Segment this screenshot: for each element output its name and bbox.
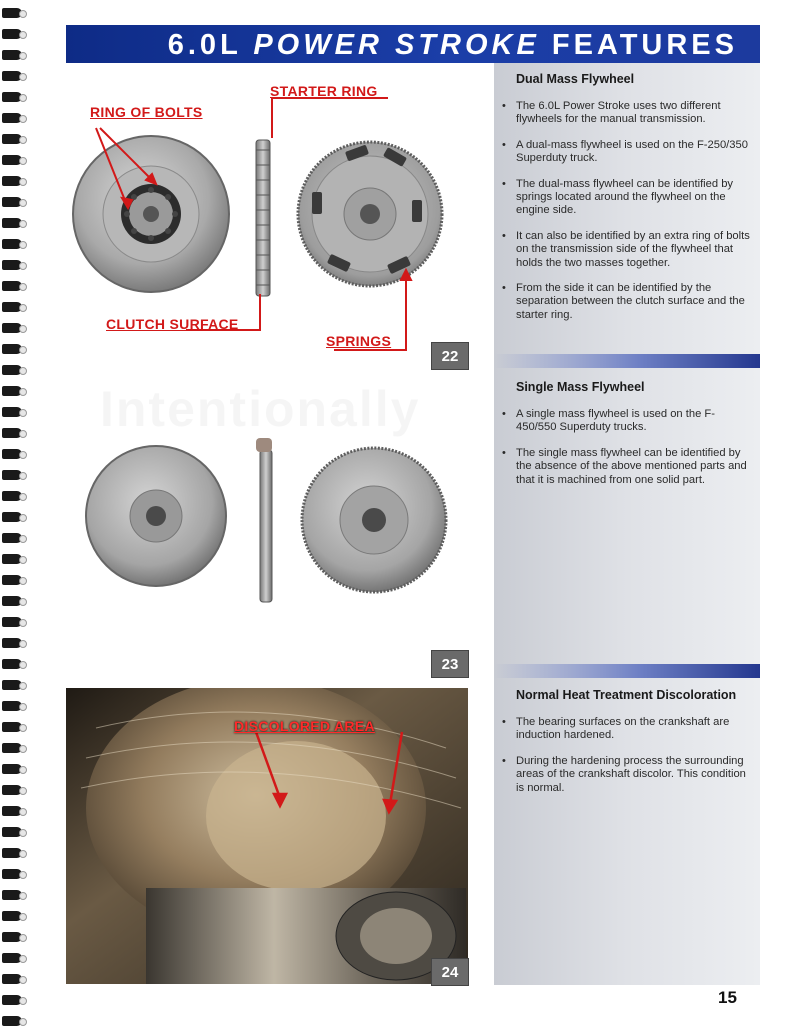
callout-springs: SPRINGS [326,333,392,349]
binding-coil [2,953,22,963]
divider-band [494,664,760,678]
binding-coil [2,323,22,333]
title-suffix: FEATURES [551,29,738,61]
binding-coil [2,50,22,60]
binding-coil [2,722,22,732]
binding-coil [2,407,22,417]
section-title: Normal Heat Treatment Discoloration [516,688,737,702]
bullet-item: • The bearing surfaces on the crankshaft are induction hardened. [494,716,752,743]
binding-coil [2,638,22,648]
page-header [66,25,760,63]
binding-coil [2,134,22,144]
binding-coil [2,365,22,375]
starter-ring-leader [272,98,388,138]
binding-coil [2,470,22,480]
bullet-item: • It can also be identified by an extra ring of bolts on the transmission side of the flywheel that holds the two masses together. [494,230,752,270]
flywheel-front-view [73,136,229,292]
bullet-item: • A dual-mass flywheel is used on the F-250/350 Superduty truck. [494,139,752,166]
section-title: Single Mass Flywheel [516,380,645,394]
binding-coil [2,8,22,18]
binding-coil [2,344,22,354]
binding-coil [2,533,22,543]
bullet-item: • A single mass flywheel is used on the F-450/550 Superduty trucks. [494,408,752,435]
binding-coil [2,29,22,39]
binding-coil [2,575,22,585]
binding-coil [2,491,22,501]
bullet-item: • During the hardening process the surrounding areas of the crankshaft discolor. This condition is normal. [494,755,752,795]
binding-coil [2,995,22,1005]
binding-coil [2,596,22,606]
section-heat-treatment [494,688,760,807]
binding-coil [2,92,22,102]
binding-coil [2,554,22,564]
binding-coil [2,743,22,753]
binding-coil [2,806,22,816]
binding-coil [2,659,22,669]
callout-ring-of-bolts: RING OF BOLTS [90,104,203,120]
flywheel-side-view [256,140,270,296]
page-number: 15 [718,988,737,1007]
single-flywheel-engine-side [302,448,446,592]
bullet-list [494,100,760,322]
binding-coil [2,911,22,921]
binding-coil [2,617,22,627]
binding-coil [2,680,22,690]
spiral-binding [0,0,30,1028]
binding-coil [2,302,22,312]
single-flywheel-side [256,438,272,602]
figure-number: 23 [431,650,469,678]
title-italic: POWER STROKE [253,29,540,61]
binding-coil [2,113,22,123]
single-flywheel-front [86,446,226,586]
binding-coil [2,239,22,249]
bullet-item: • The dual-mass flywheel can be identified by springs located around the flywheel on the engine side. [494,178,752,218]
title-prefix: 6.0L [167,29,242,61]
callout-clutch-surface: CLUTCH SURFACE [106,316,239,332]
binding-coil [2,869,22,879]
figure-number: 22 [431,342,469,370]
binding-coil [2,764,22,774]
callout-discolored-area: DISCOLORED AREA [234,718,375,734]
binding-coil [2,260,22,270]
binding-coil [2,71,22,81]
binding-coil [2,827,22,837]
callout-starter-ring: STARTER RING [270,83,378,99]
binding-coil [2,974,22,984]
binding-coil [2,890,22,900]
page-title [168,25,738,63]
binding-coil [2,386,22,396]
figure-number: 24 [431,958,469,986]
bullet-list [494,716,760,795]
bullet-list [494,408,760,487]
section-dual-mass [494,72,760,334]
binding-coil [2,932,22,942]
binding-coil [2,197,22,207]
binding-coil [2,512,22,522]
single-mass-flywheel-figure [66,430,494,620]
section-title: Dual Mass Flywheel [516,72,635,86]
binding-coil [2,176,22,186]
binding-coil [2,155,22,165]
binding-coil [2,281,22,291]
binding-coil [2,218,22,228]
flywheel-engine-side-view [298,142,442,286]
binding-coil [2,449,22,459]
binding-coil [2,848,22,858]
section-single-mass [494,380,760,499]
bullet-item: • From the side it can be identified by the separation between the clutch surface and the starter ring. [494,282,752,322]
binding-coil [2,785,22,795]
binding-coil [2,1016,22,1026]
bullet-item: • The single mass flywheel can be identified by the absence of the above mentioned parts and that it is machined from one solid part. [494,447,752,487]
binding-coil [2,428,22,438]
bullet-item: • The 6.0L Power Stroke uses two different flywheels for the manual transmission. [494,100,752,127]
divider-band [494,354,760,368]
binding-coil [2,701,22,711]
